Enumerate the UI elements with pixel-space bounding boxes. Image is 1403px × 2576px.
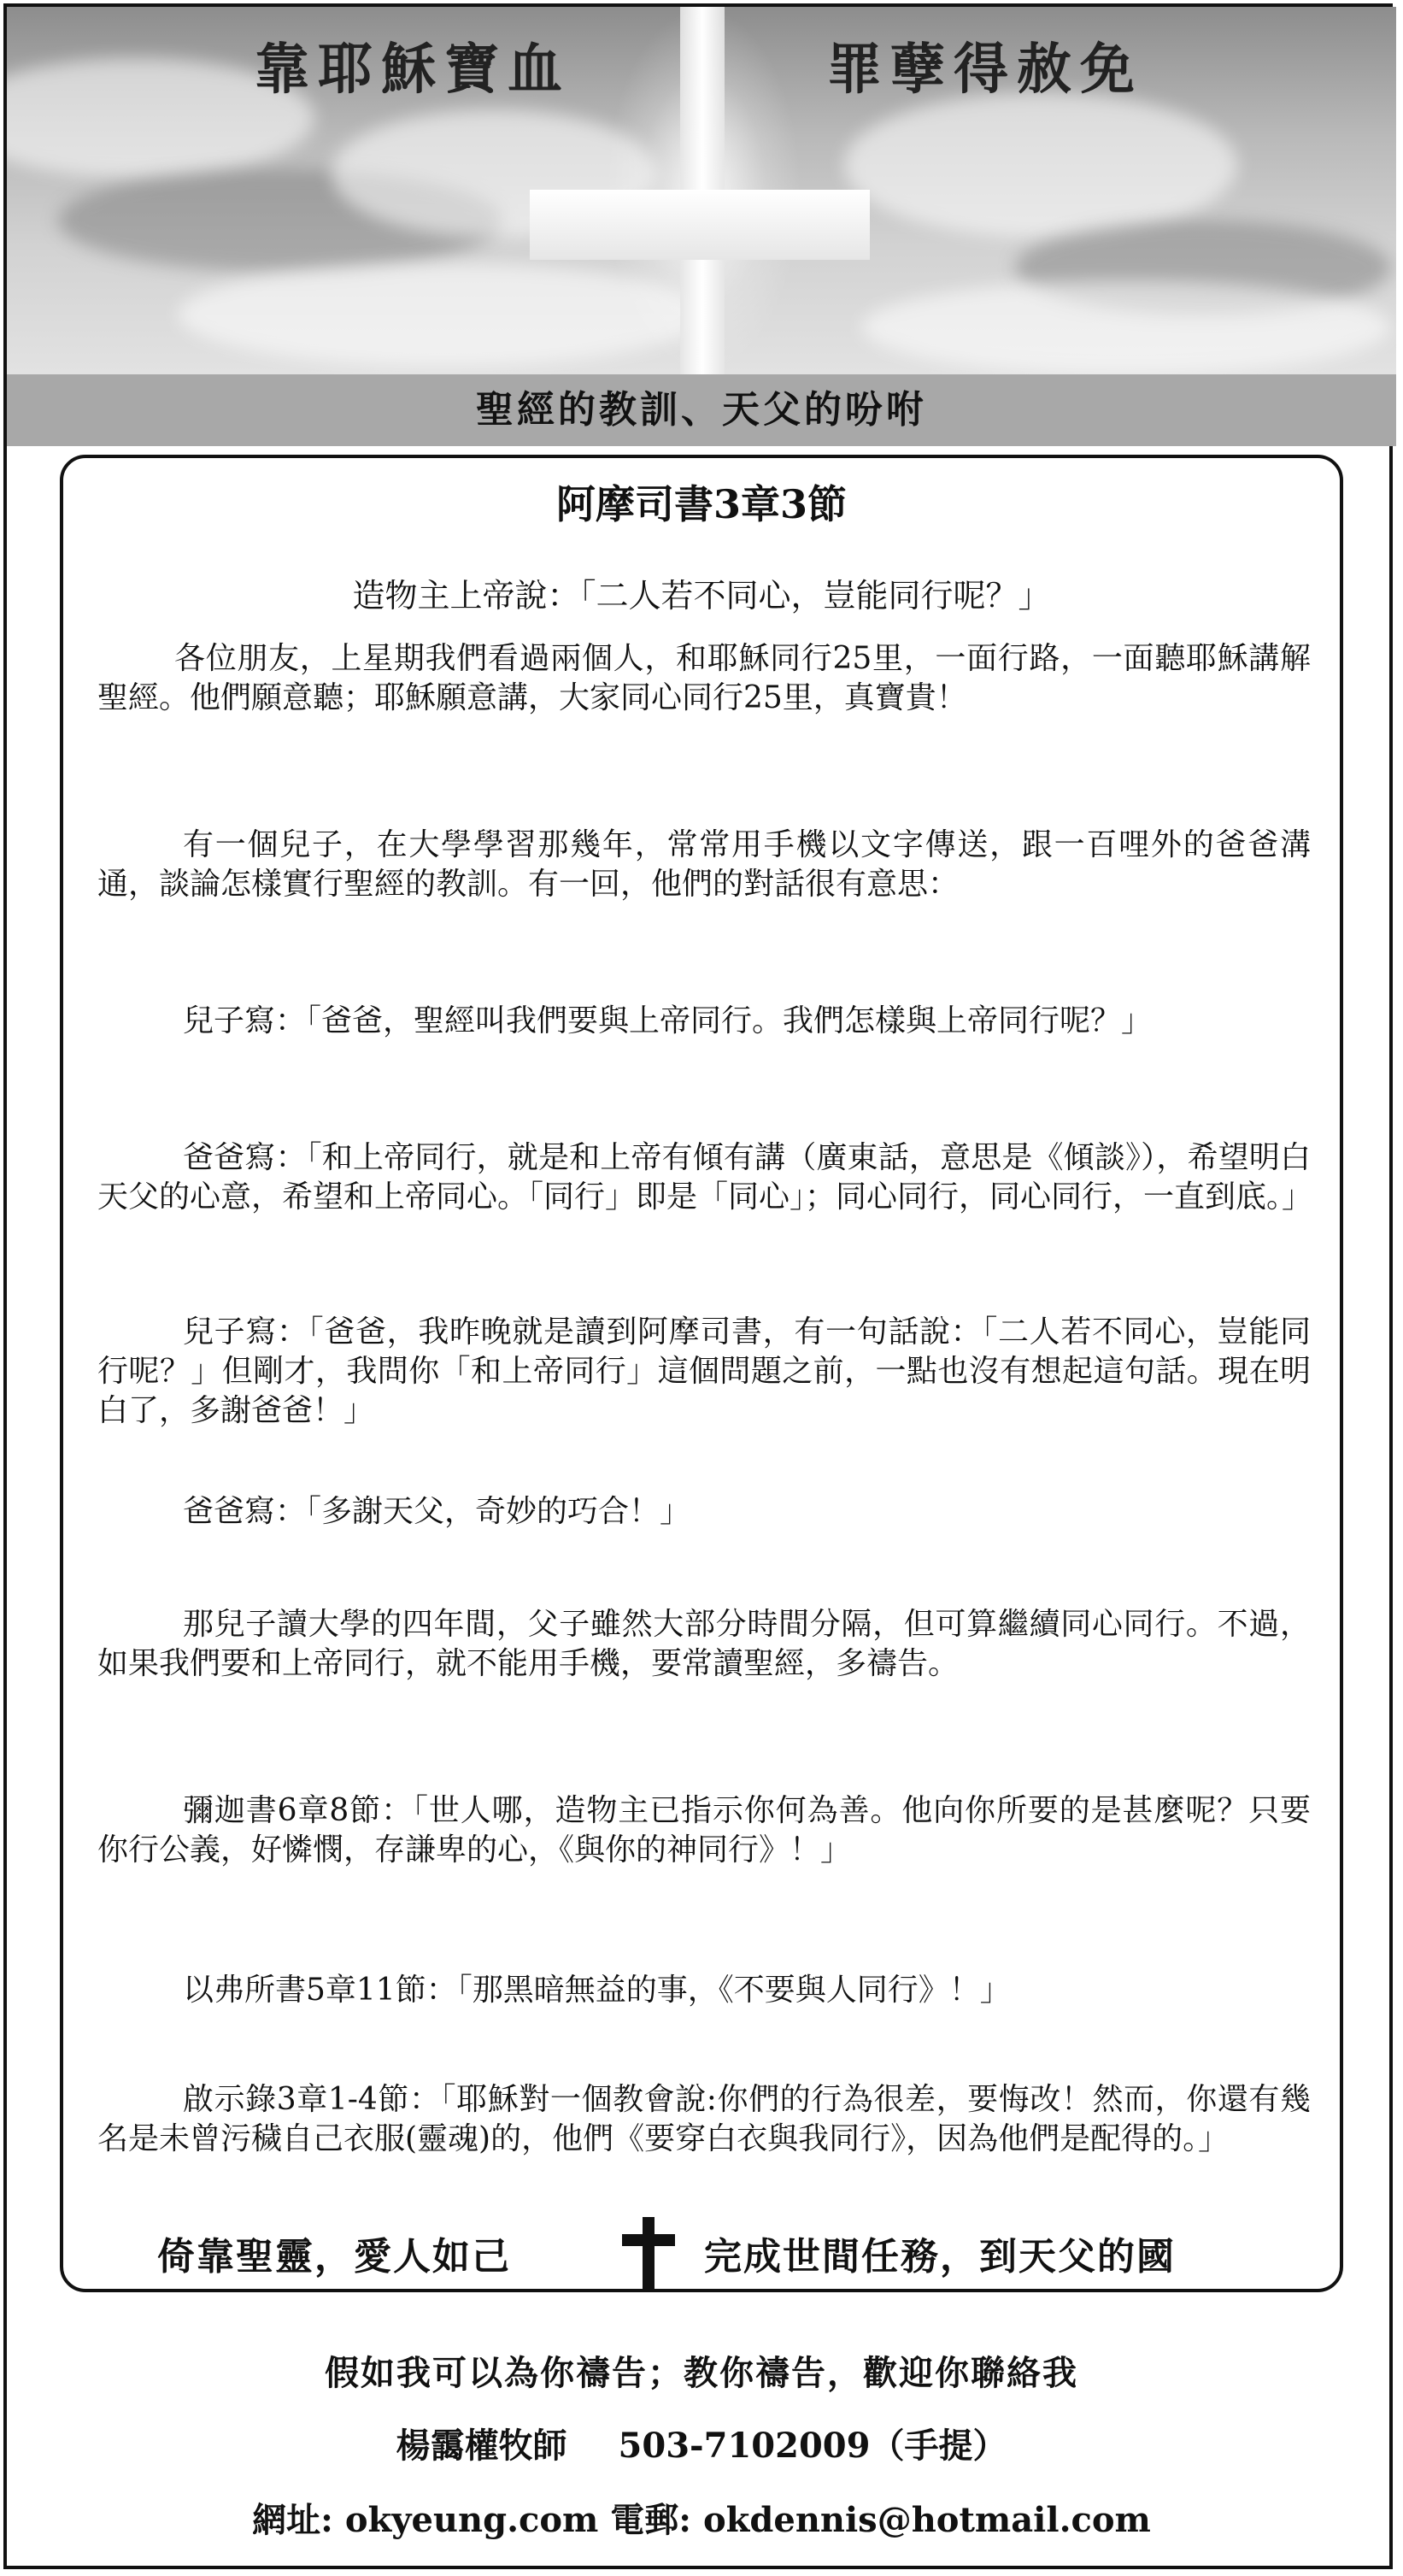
contact-web-line	[0, 2493, 1403, 2542]
cloud-decoration	[844, 92, 1237, 238]
contact-invitation: 假如我可以為你禱告；教你禱告，歡迎你聯絡我	[325, 2353, 1078, 2393]
website-label: 網址:	[252, 2500, 333, 2540]
email-link[interactable]: okdennis@hotmail.com	[703, 2500, 1151, 2540]
paragraph: 彌迦書6章8節：「世人哪，造物主已指示你何為善。他向你所要的是甚麼呢？只要你行公義，好憐憫，存謙卑的心，《與你的神同行》！」	[97, 1793, 1311, 1867]
email-label: 電郵:	[610, 2500, 692, 2540]
key-verse: 造物主上帝說：「二人若不同心，豈能同行呢？」	[352, 577, 1051, 615]
closing-left-text: 倚靠聖靈，愛人如己	[157, 2235, 511, 2279]
paragraph: 爸爸寫：「多謝天父，奇妙的巧合！」	[183, 1494, 691, 1529]
paragraph: 那兒子讀大學的四年間，父子雖然大部分時間分隔，但可算繼續同心同行。不過，如果我們要和上帝同行，就不能用手機，要常讀聖經，多禱告。	[97, 1607, 1311, 1681]
pastor-name: 楊靄權牧師	[396, 2426, 567, 2466]
article-card	[60, 455, 1343, 2292]
website-link[interactable]: okyeung.com	[344, 2500, 599, 2540]
article-title: 阿摩司書3章3節	[555, 481, 847, 527]
paragraph: 有一個兒子，在大學學習那幾年，常常用手機以文字傳送，跟一百哩外的爸爸溝通，談論怎樣實行聖經的教訓。有一回，他們的對話很有意思：	[97, 827, 1311, 902]
closing-line	[63, 2217, 1340, 2285]
closing-right-text: 完成世間任務，到天父的國	[704, 2235, 1176, 2279]
cross-icon	[619, 2217, 678, 2289]
paragraph: 爸爸寫：「和上帝同行，就是和上帝有傾有講（廣東話，意思是《傾談》），希望明白天父的心意，希望和上帝同心。「同行」即是「同心」；同心同行，同心同行，一直到底。」	[97, 1140, 1313, 1214]
cross-icon-arm	[530, 190, 870, 260]
paragraph: 各位朋友，上星期我們看過兩個人，和耶穌同行25里，一面行路，一面聽耶穌講解聖經。他們願意聽；耶穌願意講，大家同心同行25里，真寶貴！	[97, 641, 1311, 715]
phone-number: 503-7102009（手提）	[618, 2426, 1007, 2466]
paragraph: 兒子寫：「爸爸，我昨晚就是讀到阿摩司書，有一句話說：「二人若不同心，豈能同行呢？」但剛才，我問你「和上帝同行」這個問題之前，一點也沒有想起這句話。現在明白了，多謝爸爸！」	[97, 1314, 1311, 1428]
banner-left-text: 靠耶穌寶血	[255, 38, 571, 102]
paragraph: 兒子寫：「爸爸，聖經叫我們要與上帝同行。我們怎樣與上帝同行呢？」	[183, 1003, 1153, 1038]
cloud-decoration	[861, 280, 1391, 374]
paragraph: 啟示錄3章1-4節：「耶穌對一個教會說:你們的行為很差，要悔改！然而，你還有幾名是未曾污穢自己衣服(靈魂)的，他們《要穿白衣與我同行》，因為他們是配得的。」	[97, 2082, 1311, 2156]
subtitle-bar: 聖經的教訓、天父的吩咐	[7, 374, 1396, 446]
paragraph: 以弗所書5章11節：「那黑暗無益的事，《不要與人同行》！」	[183, 1973, 1011, 2008]
banner-right-text: 罪孽得赦免	[827, 38, 1143, 102]
contact-pastor-line	[0, 2419, 1403, 2467]
header-banner	[7, 7, 1396, 374]
